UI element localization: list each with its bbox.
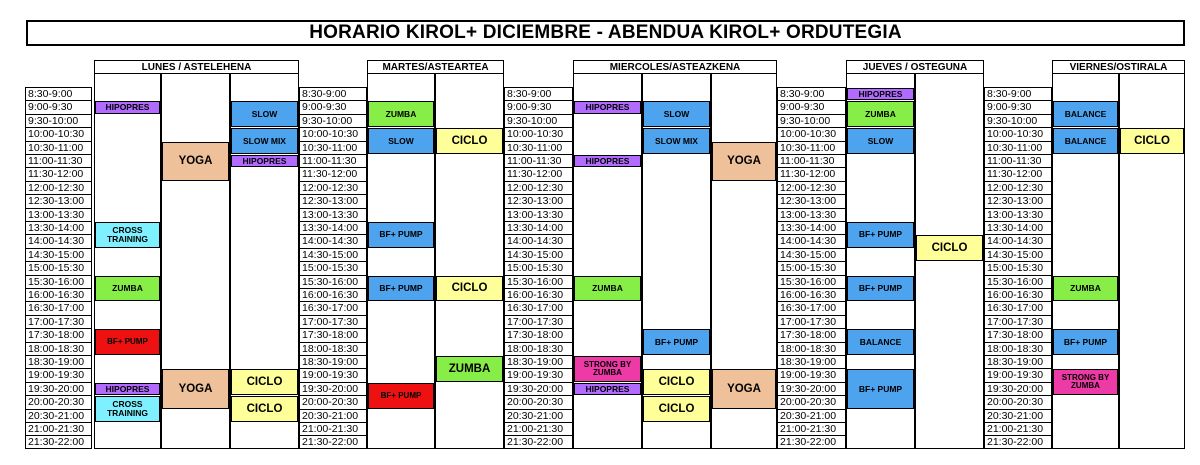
class-block[interactable]: BF+ PUMP bbox=[95, 329, 160, 355]
time-slot: 10:30-11:00 bbox=[26, 141, 91, 154]
class-block[interactable]: BF+ PUMP bbox=[368, 383, 434, 409]
class-block[interactable]: HIPOPRES bbox=[574, 101, 641, 113]
time-slot: 12:00-12:30 bbox=[300, 181, 366, 194]
time-slot: 11:30-12:00 bbox=[985, 167, 1051, 180]
time-slot: 19:00-19:30 bbox=[778, 368, 845, 381]
class-block[interactable]: SLOW bbox=[231, 101, 298, 127]
time-slot: 21:30-22:00 bbox=[778, 435, 845, 448]
time-slot: 20:30-21:00 bbox=[26, 409, 91, 422]
class-block[interactable]: BALANCE bbox=[1053, 101, 1118, 127]
time-slot: 14:30-15:00 bbox=[778, 248, 845, 261]
time-slot: 9:30-10:00 bbox=[300, 114, 366, 127]
day-header-jueves: JUEVES / OSTEGUNA bbox=[846, 60, 984, 74]
time-slot: 16:00-16:30 bbox=[300, 288, 366, 301]
time-slot: 9:00-9:30 bbox=[985, 100, 1051, 113]
time-slot: 10:00-10:30 bbox=[505, 127, 572, 140]
time-slot: 21:30-22:00 bbox=[985, 435, 1051, 448]
time-slot: 15:30-16:00 bbox=[26, 275, 91, 288]
class-block[interactable]: YOGA bbox=[712, 369, 776, 408]
class-block[interactable]: BALANCE bbox=[1053, 128, 1118, 154]
time-slot: 11:30-12:00 bbox=[778, 167, 845, 180]
time-slot: 20:00-20:30 bbox=[778, 395, 845, 408]
class-block[interactable]: BF+ PUMP bbox=[847, 369, 914, 408]
time-slot: 10:00-10:30 bbox=[26, 127, 91, 140]
class-block[interactable]: CICLO bbox=[436, 276, 503, 302]
time-slot: 9:00-9:30 bbox=[26, 100, 91, 113]
class-block[interactable]: BALANCE bbox=[847, 329, 914, 355]
time-slot: 17:00-17:30 bbox=[505, 315, 572, 328]
time-column bbox=[25, 87, 92, 449]
time-slot: 19:00-19:30 bbox=[26, 368, 91, 381]
time-slot: 19:00-19:30 bbox=[505, 368, 572, 381]
time-slot: 13:00-13:30 bbox=[505, 208, 572, 221]
class-block[interactable]: ZUMBA bbox=[847, 101, 914, 127]
time-slot: 11:00-11:30 bbox=[505, 154, 572, 167]
time-slot: 12:30-13:00 bbox=[985, 194, 1051, 207]
class-block[interactable]: HIPOPRES bbox=[231, 155, 298, 167]
time-slot: 12:00-12:30 bbox=[26, 181, 91, 194]
class-block[interactable]: CICLO bbox=[1120, 128, 1184, 154]
time-slot: 18:00-18:30 bbox=[505, 342, 572, 355]
class-block[interactable]: BF+ PUMP bbox=[368, 276, 434, 302]
time-slot: 8:30-9:00 bbox=[985, 87, 1051, 100]
time-slot: 16:30-17:00 bbox=[26, 301, 91, 314]
time-slot: 20:30-21:00 bbox=[300, 409, 366, 422]
time-slot: 17:30-18:00 bbox=[505, 328, 572, 341]
time-slot: 9:00-9:30 bbox=[300, 100, 366, 113]
time-slot: 13:00-13:30 bbox=[778, 208, 845, 221]
time-slot: 13:00-13:30 bbox=[26, 208, 91, 221]
time-slot: 15:00-15:30 bbox=[505, 261, 572, 274]
time-slot: 13:30-14:00 bbox=[300, 221, 366, 234]
class-block[interactable]: BF+ PUMP bbox=[368, 222, 434, 248]
day-header-viernes: VIERNES/OSTIRALA bbox=[1052, 60, 1185, 74]
time-slot: 12:30-13:00 bbox=[26, 194, 91, 207]
time-slot: 17:30-18:00 bbox=[778, 328, 845, 341]
time-slot: 12:00-12:30 bbox=[778, 181, 845, 194]
time-slot: 18:30-19:00 bbox=[778, 355, 845, 368]
time-slot: 16:00-16:30 bbox=[778, 288, 845, 301]
time-slot: 19:30-20:00 bbox=[985, 382, 1051, 395]
time-slot: 8:30-9:00 bbox=[778, 87, 845, 100]
time-slot: 20:00-20:30 bbox=[505, 395, 572, 408]
time-slot: 18:00-18:30 bbox=[778, 342, 845, 355]
class-block[interactable]: CICLO bbox=[231, 396, 298, 422]
time-slot: 15:30-16:00 bbox=[300, 275, 366, 288]
time-slot: 14:00-14:30 bbox=[778, 234, 845, 247]
time-slot: 21:00-21:30 bbox=[300, 422, 366, 435]
class-block[interactable]: YOGA bbox=[162, 369, 229, 408]
time-slot: 8:30-9:00 bbox=[300, 87, 366, 100]
time-slot: 12:00-12:30 bbox=[985, 181, 1051, 194]
time-slot: 14:00-14:30 bbox=[505, 234, 572, 247]
day-header-martes: MARTES/ASTEARTEA bbox=[367, 60, 504, 74]
class-block[interactable]: SLOW bbox=[643, 101, 710, 127]
time-slot: 19:30-20:00 bbox=[505, 382, 572, 395]
time-slot: 10:30-11:00 bbox=[300, 141, 366, 154]
class-block[interactable]: STRONG BY ZUMBA bbox=[1053, 369, 1118, 395]
class-block[interactable]: BF+ PUMP bbox=[1053, 329, 1118, 355]
time-slot: 19:30-20:00 bbox=[778, 382, 845, 395]
time-slot: 18:00-18:30 bbox=[300, 342, 366, 355]
class-block[interactable]: BF+ PUMP bbox=[847, 276, 914, 302]
time-slot: 21:30-22:00 bbox=[505, 435, 572, 448]
class-block[interactable]: ZUMBA bbox=[1053, 276, 1118, 302]
time-slot: 13:30-14:00 bbox=[985, 221, 1051, 234]
time-slot: 10:30-11:00 bbox=[985, 141, 1051, 154]
time-slot: 17:30-18:00 bbox=[985, 328, 1051, 341]
time-slot: 18:30-19:00 bbox=[505, 355, 572, 368]
time-slot: 20:00-20:30 bbox=[300, 395, 366, 408]
time-slot: 12:30-13:00 bbox=[778, 194, 845, 207]
schedule-title: HORARIO KIROL+ DICIEMBRE - ABENDUA KIROL+ ORDUTEGIA bbox=[26, 20, 1185, 46]
class-block[interactable]: HIPOPRES bbox=[95, 383, 160, 395]
time-slot: 16:30-17:00 bbox=[985, 301, 1051, 314]
class-block[interactable]: CICLO bbox=[643, 369, 710, 395]
time-slot: 8:30-9:00 bbox=[26, 87, 91, 100]
time-slot: 15:00-15:30 bbox=[985, 261, 1051, 274]
time-slot: 10:00-10:30 bbox=[300, 127, 366, 140]
time-slot: 21:00-21:30 bbox=[778, 422, 845, 435]
time-slot: 21:00-21:30 bbox=[26, 422, 91, 435]
time-slot: 16:00-16:30 bbox=[985, 288, 1051, 301]
time-slot: 12:30-13:00 bbox=[505, 194, 572, 207]
time-slot: 11:30-12:00 bbox=[505, 167, 572, 180]
time-slot: 9:30-10:00 bbox=[505, 114, 572, 127]
time-slot: 14:00-14:30 bbox=[300, 234, 366, 247]
time-slot: 10:00-10:30 bbox=[985, 127, 1051, 140]
class-block[interactable]: CROSS TRAINING bbox=[95, 222, 160, 248]
time-slot: 21:30-22:00 bbox=[26, 435, 91, 448]
time-slot: 13:30-14:00 bbox=[778, 221, 845, 234]
time-slot: 20:00-20:30 bbox=[985, 395, 1051, 408]
time-column bbox=[504, 87, 573, 449]
time-slot: 9:00-9:30 bbox=[505, 100, 572, 113]
class-block[interactable]: CICLO bbox=[231, 369, 298, 395]
time-slot: 14:00-14:30 bbox=[985, 234, 1051, 247]
time-slot: 19:30-20:00 bbox=[26, 382, 91, 395]
time-slot: 18:30-19:00 bbox=[300, 355, 366, 368]
class-block[interactable]: STRONG BY ZUMBA bbox=[574, 356, 641, 382]
time-slot: 15:30-16:00 bbox=[505, 275, 572, 288]
time-slot: 9:00-9:30 bbox=[778, 100, 845, 113]
time-slot: 9:30-10:00 bbox=[778, 114, 845, 127]
time-slot: 16:30-17:00 bbox=[778, 301, 845, 314]
time-slot: 10:00-10:30 bbox=[778, 127, 845, 140]
time-slot: 21:00-21:30 bbox=[985, 422, 1051, 435]
time-slot: 18:30-19:00 bbox=[985, 355, 1051, 368]
time-slot: 16:00-16:30 bbox=[505, 288, 572, 301]
time-slot: 13:00-13:30 bbox=[985, 208, 1051, 221]
time-slot: 15:00-15:30 bbox=[778, 261, 845, 274]
time-slot: 9:30-10:00 bbox=[26, 114, 91, 127]
time-slot: 20:30-21:00 bbox=[985, 409, 1051, 422]
time-slot: 13:00-13:30 bbox=[300, 208, 366, 221]
time-column bbox=[299, 87, 367, 449]
time-slot: 19:00-19:30 bbox=[300, 368, 366, 381]
time-slot: 11:30-12:00 bbox=[26, 167, 91, 180]
time-slot: 15:00-15:30 bbox=[26, 261, 91, 274]
time-slot: 16:30-17:00 bbox=[300, 301, 366, 314]
class-block[interactable]: ZUMBA bbox=[436, 356, 503, 382]
time-slot: 12:00-12:30 bbox=[505, 181, 572, 194]
time-slot: 11:00-11:30 bbox=[300, 154, 366, 167]
time-slot: 12:30-13:00 bbox=[300, 194, 366, 207]
class-block[interactable]: CICLO bbox=[436, 128, 503, 154]
time-slot: 18:00-18:30 bbox=[985, 342, 1051, 355]
time-slot: 15:00-15:30 bbox=[300, 261, 366, 274]
time-slot: 11:00-11:30 bbox=[26, 154, 91, 167]
time-slot: 19:00-19:30 bbox=[985, 368, 1051, 381]
time-slot: 14:30-15:00 bbox=[505, 248, 572, 261]
time-slot: 11:00-11:30 bbox=[985, 154, 1051, 167]
class-block[interactable]: CICLO bbox=[916, 235, 983, 261]
class-block[interactable]: HIPOPRES bbox=[95, 101, 160, 113]
time-slot: 20:30-21:00 bbox=[778, 409, 845, 422]
class-block[interactable]: ZUMBA bbox=[368, 101, 434, 127]
time-slot: 20:30-21:00 bbox=[505, 409, 572, 422]
time-slot: 11:00-11:30 bbox=[778, 154, 845, 167]
class-block[interactable]: SLOW MIX bbox=[231, 128, 298, 154]
time-column bbox=[777, 87, 846, 449]
time-slot: 15:30-16:00 bbox=[778, 275, 845, 288]
class-block[interactable]: YOGA bbox=[712, 142, 776, 181]
time-slot: 10:30-11:00 bbox=[505, 141, 572, 154]
time-slot: 19:30-20:00 bbox=[300, 382, 366, 395]
time-slot: 17:00-17:30 bbox=[985, 315, 1051, 328]
time-slot: 14:30-15:00 bbox=[26, 248, 91, 261]
time-slot: 16:00-16:30 bbox=[26, 288, 91, 301]
class-block[interactable]: SLOW bbox=[847, 128, 914, 154]
time-slot: 17:00-17:30 bbox=[26, 315, 91, 328]
time-slot: 14:30-15:00 bbox=[300, 248, 366, 261]
time-slot: 21:00-21:30 bbox=[505, 422, 572, 435]
class-block[interactable]: SLOW bbox=[368, 128, 434, 154]
time-slot: 10:30-11:00 bbox=[778, 141, 845, 154]
time-slot: 21:30-22:00 bbox=[300, 435, 366, 448]
class-block[interactable]: ZUMBA bbox=[574, 276, 641, 302]
time-slot: 13:30-14:00 bbox=[505, 221, 572, 234]
time-slot: 18:00-18:30 bbox=[26, 342, 91, 355]
time-slot: 14:30-15:00 bbox=[985, 248, 1051, 261]
time-column bbox=[984, 87, 1052, 449]
class-block[interactable]: CROSS TRAINING bbox=[95, 396, 160, 422]
class-block[interactable]: CICLO bbox=[643, 396, 710, 422]
time-slot: 20:00-20:30 bbox=[26, 395, 91, 408]
time-slot: 9:30-10:00 bbox=[985, 114, 1051, 127]
class-block[interactable]: SLOW MIX bbox=[643, 128, 710, 154]
time-slot: 16:30-17:00 bbox=[505, 301, 572, 314]
class-block[interactable]: BF+ PUMP bbox=[847, 222, 914, 248]
day-header-miercoles: MIERCOLES/ASTEAZKENA bbox=[573, 60, 777, 74]
class-block[interactable]: YOGA bbox=[162, 142, 229, 181]
time-slot: 14:00-14:30 bbox=[26, 234, 91, 247]
class-block[interactable]: HIPOPRES bbox=[574, 155, 641, 167]
time-slot: 18:30-19:00 bbox=[26, 355, 91, 368]
time-slot: 15:30-16:00 bbox=[985, 275, 1051, 288]
time-slot: 17:30-18:00 bbox=[26, 328, 91, 341]
time-slot: 8:30-9:00 bbox=[505, 87, 572, 100]
time-slot: 17:00-17:30 bbox=[300, 315, 366, 328]
class-block[interactable]: HIPOPRES bbox=[847, 88, 914, 100]
time-slot: 13:30-14:00 bbox=[26, 221, 91, 234]
day-header-lunes: LUNES / ASTELEHENA bbox=[94, 60, 299, 74]
time-slot: 17:00-17:30 bbox=[778, 315, 845, 328]
time-slot: 17:30-18:00 bbox=[300, 328, 366, 341]
class-block[interactable]: BF+ PUMP bbox=[643, 329, 710, 355]
time-slot: 11:30-12:00 bbox=[300, 167, 366, 180]
class-block[interactable]: ZUMBA bbox=[95, 276, 160, 302]
class-block[interactable]: HIPOPRES bbox=[574, 383, 641, 395]
